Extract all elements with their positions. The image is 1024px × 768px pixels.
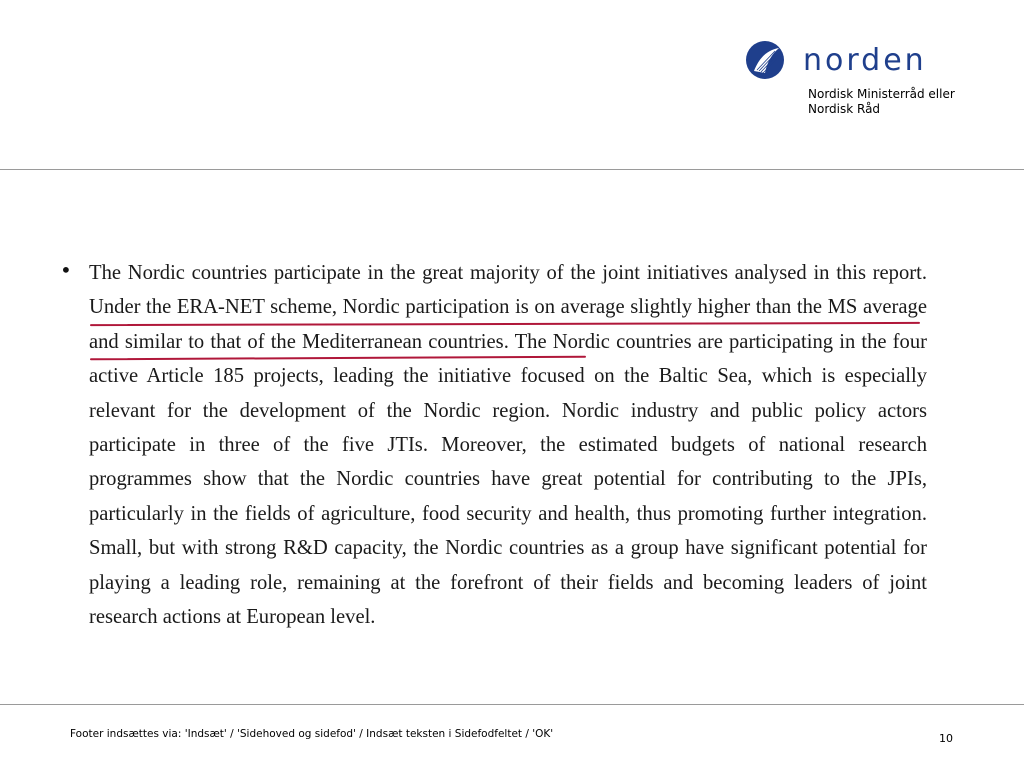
org-name-line-2: Nordisk Råd (808, 102, 881, 116)
org-name-line-1: Nordisk Ministerråd eller (808, 87, 955, 101)
footer-text: Footer indsættes via: 'Indsæt' / 'Sidehoved og sidefod' / Indsæt teksten i Sidefodfeltet / 'OK' (70, 728, 554, 740)
footer-divider (0, 704, 1024, 705)
bullet-point: • (60, 258, 72, 282)
body-paragraph: The Nordic countries participate in the great majority of the joint initiatives analysed in this report. Under the ERA-NET scheme, Nordic participation is on average slightly higher than the MS average and similar to that of the Mediterranean countries. The Nordic countries are participating in the four active Article 185 projects, leading the initiative focused on the Baltic Sea, which is especially relevant for the development of the Nordic region. Nordic industry and public policy actors participate in three of the five JTIs. Moreover, the estimated budgets of national research programmes show that the Nordic countries have great potential for contributing to the JPIs, particularly in the fields of agriculture, food security and health, thus promoting further integration. Small, but with strong R&D capacity, the Nordic countries as a group have significant potential for playing a leading role, remaining at the forefront of their fields and becoming leaders of joint research actions at European level. (89, 262, 927, 629)
norden-logo (745, 40, 955, 82)
norden-swan-icon (745, 40, 785, 80)
header-divider (0, 169, 1024, 170)
page-number: 10 (939, 732, 953, 745)
logo-wordmark: norden (803, 43, 927, 78)
organization-name (808, 87, 1008, 117)
